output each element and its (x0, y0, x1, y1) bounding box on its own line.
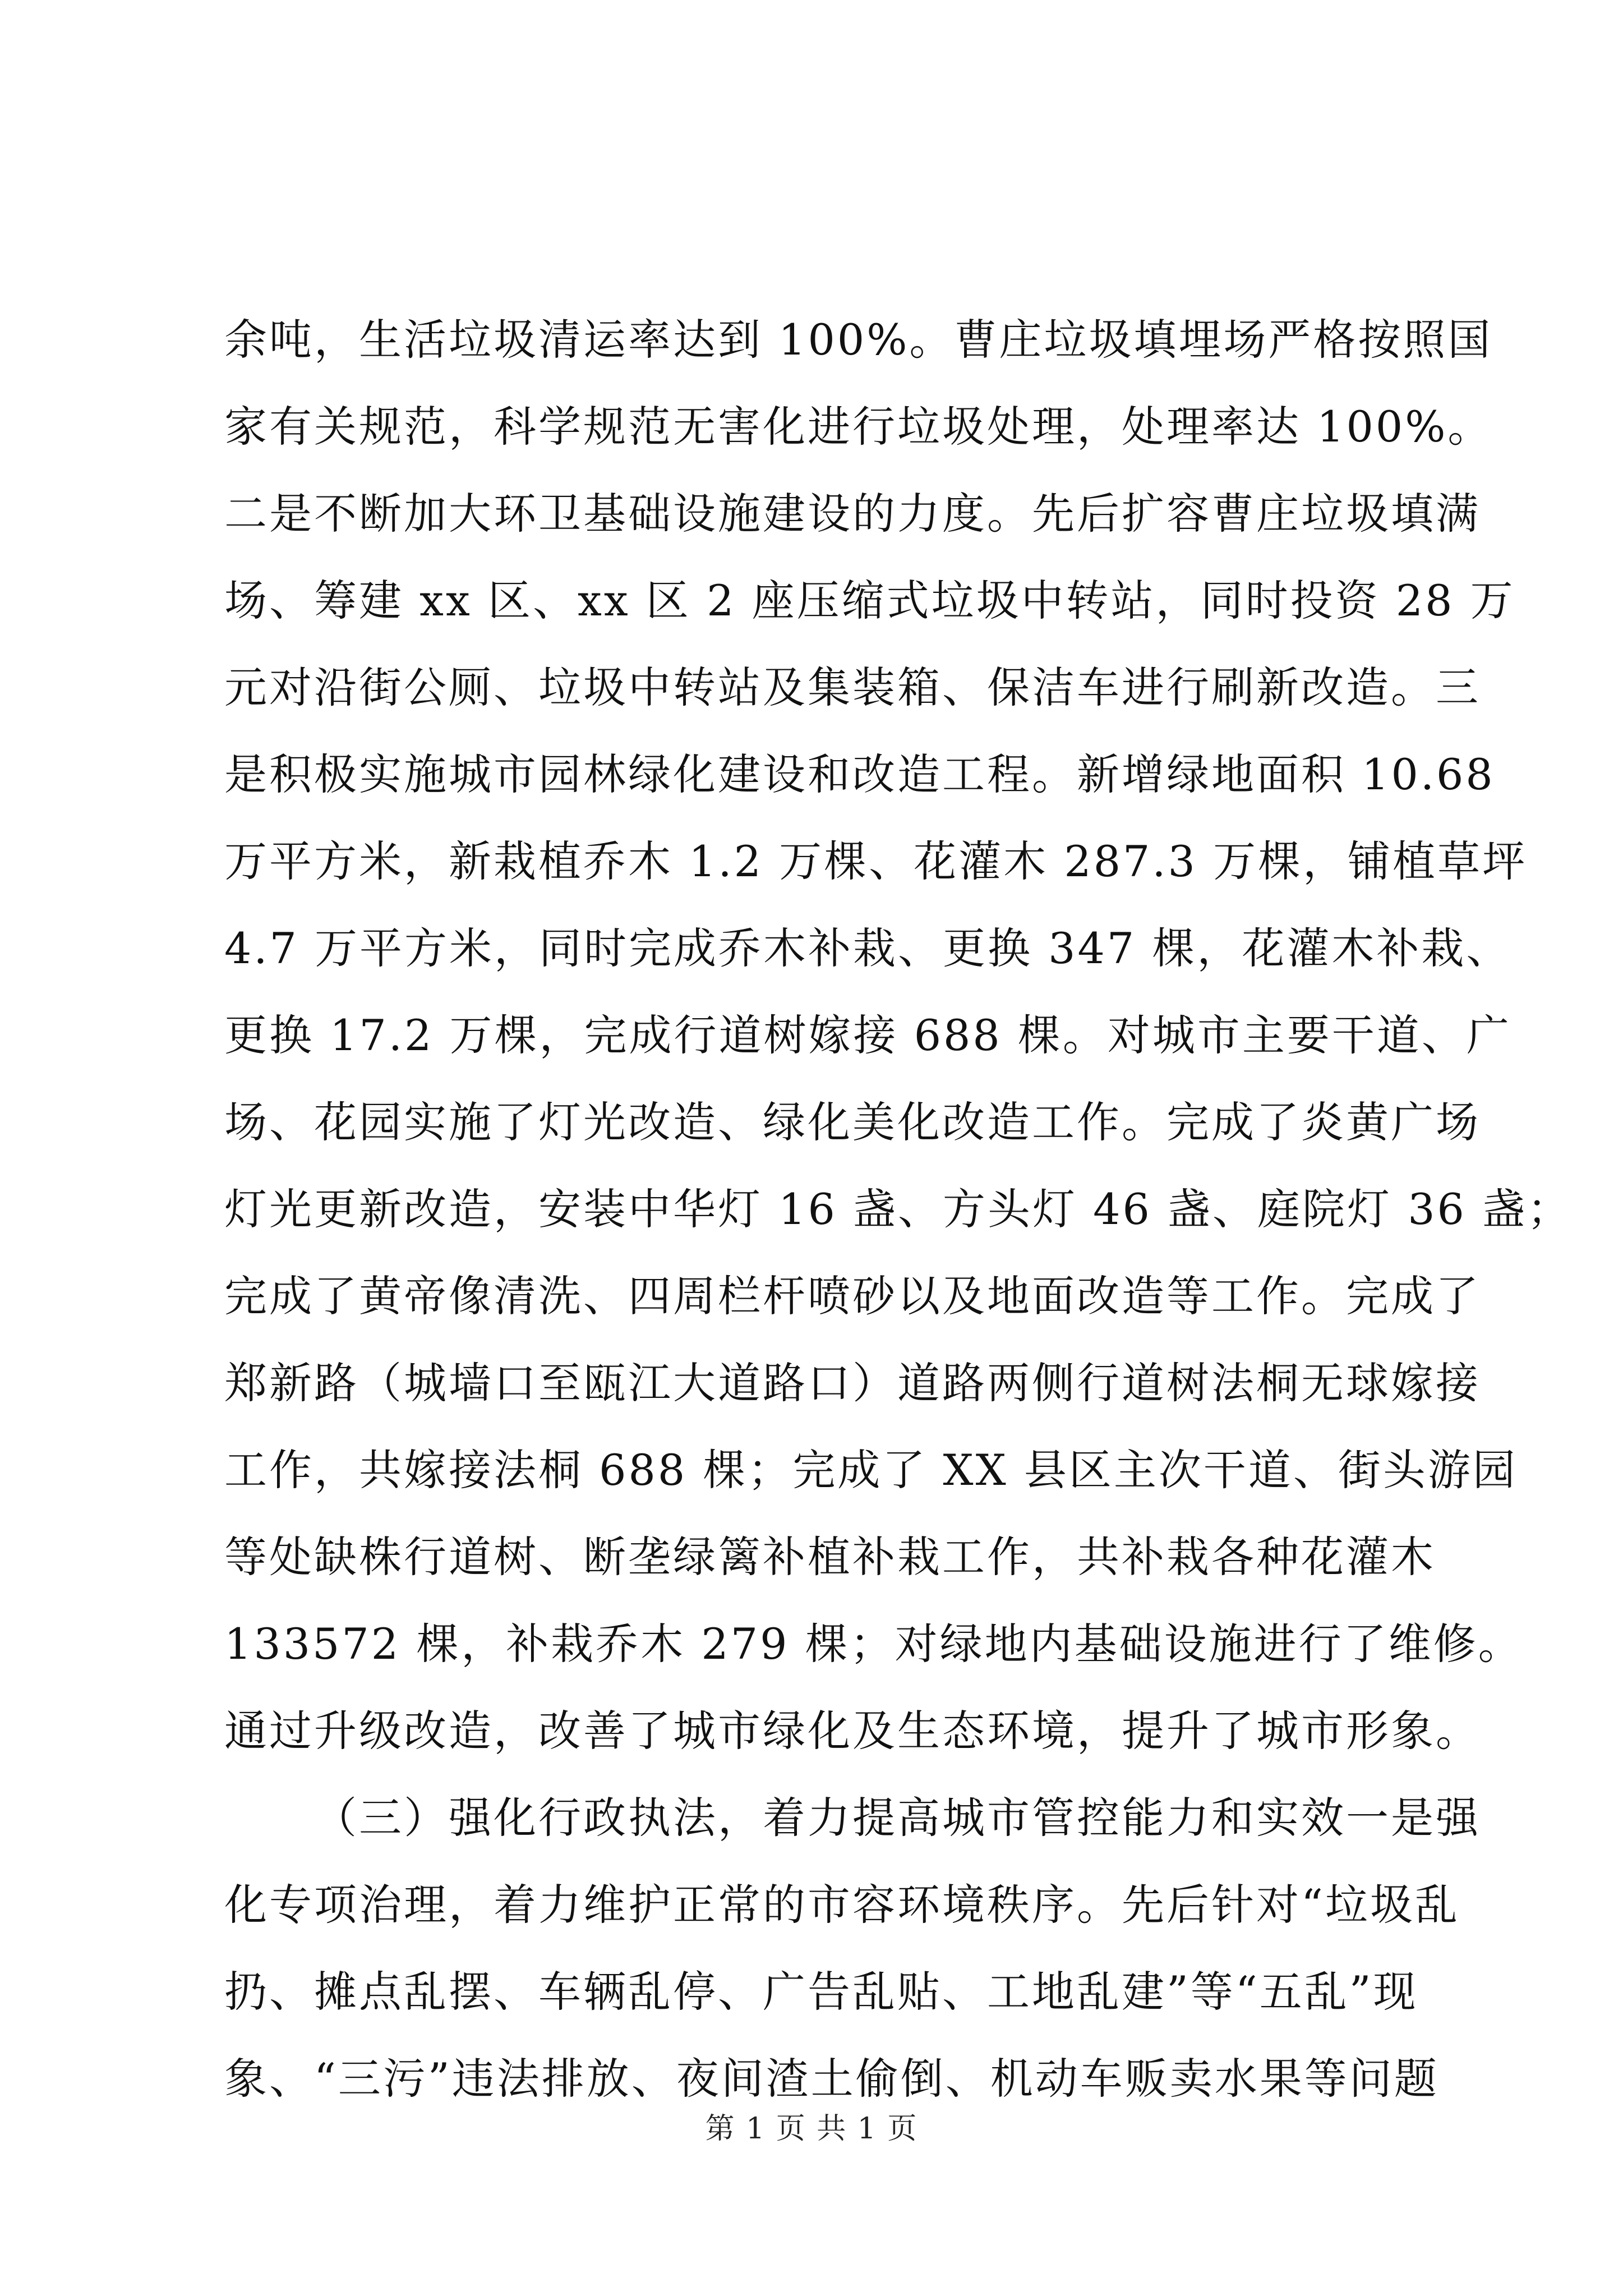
text-line: 133572 棵，补栽乔木 279 棵；对绿地内基础设施进行了维修。 (224, 1619, 1523, 1669)
text-line: 象、“三污”违法排放、夜间渣土偷倒、机动车贩卖水果等问题 (224, 2054, 1439, 2104)
text-line: 工作，共嫁接法桐 688 棵；完成了 XX 县区主次干道、街头游园 (224, 1445, 1518, 1495)
text-line: 化专项治理，着力维护正常的市容环境秩序。先后针对“垃圾乱 (224, 1880, 1460, 1930)
text-line: 是积极实施城市园林绿化建设和改造工程。新增绿地面积 10.68 (224, 749, 1495, 799)
text-line: 二是不断加大环卫基础设施建设的力度。先后扩容曹庄垃圾填满 (224, 489, 1481, 539)
text-line: 场、筹建 xx 区、xx 区 2 座压缩式垃圾中转站，同时投资 28 万 (224, 576, 1515, 625)
text-line: 更换 17.2 万棵，完成行道树嫁接 688 棵。对城市主要干道、广 (224, 1010, 1511, 1060)
text-line: 家有关规范，科学规范无害化进行垃圾处理，处理率达 100%。 (224, 402, 1493, 452)
text-line: 扔、摊点乱摆、车辆乱停、广告乱贴、工地乱建”等“五乱”现 (224, 1967, 1418, 2017)
text-line: 等处缺株行道树、断垄绿篱补植补栽工作，共补栽各种花灌木 (224, 1532, 1436, 1582)
text-line: 完成了黄帝像清洗、四周栏杆喷砂以及地面改造等工作。完成了 (224, 1271, 1481, 1321)
document-body (224, 296, 1573, 2122)
text-line: 4.7 万平方米，同时完成乔木补栽、更换 347 棵，花灌木补栽、 (224, 923, 1511, 973)
page-footer: 第 1 页 共 1 页 (705, 2112, 918, 2146)
text-line: 郑新路（城墙口至瓯江大道路口）道路两侧行道树法桐无球嫁接 (224, 1358, 1481, 1408)
text-line: 通过升级改造，改善了城市绿化及生态环境，提升了城市形象。 (224, 1706, 1481, 1756)
text-line: 元对沿街公厕、垃圾中转站及集装箱、保洁车进行刷新改造。三 (224, 662, 1481, 712)
text-line: 余吨，生活垃圾清运率达到 100%。曹庄垃圾填埋场严格按照国 (224, 315, 1493, 365)
text-line: 灯光更新改造，安装中华灯 16 盏、方头灯 46 盏、庭院灯 36 盏； (224, 1184, 1573, 1234)
text-line: 场、花园实施了灯光改造、绿化美化改造工作。完成了炎黄广场 (224, 1097, 1481, 1147)
section-heading-line: （三）强化行政执法，着力提高城市管控能力和实效一是强 (314, 1793, 1481, 1843)
text-line: 万平方米，新栽植乔木 1.2 万棵、花灌木 287.3 万棵，铺植草坪 (224, 836, 1528, 886)
